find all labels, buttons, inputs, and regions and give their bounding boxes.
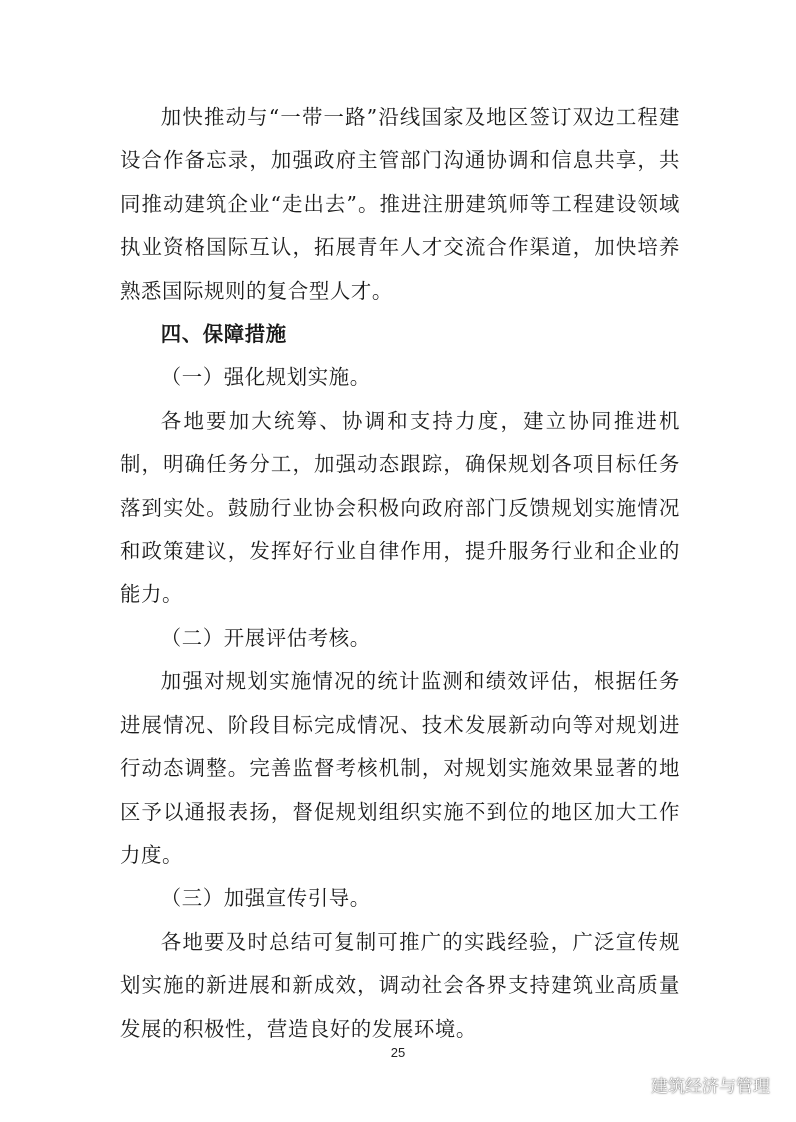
subheading-evaluation: （二）开展评估考核。	[160, 625, 371, 650]
paragraph-belt-road: 加快推动与“一带一路”沿线国家及地区签订双边工程建设合作备忘录，加强政府主管部门沟通协调和信息共享，共同推动建筑企业“走出去”。推进注册建筑师等工程建设领域执业资格国际互认，拓展青年人才交流合作渠道，加快培养熟悉国际规则的复合型人才。	[120, 105, 680, 303]
watermark-text: 建筑经济与管理	[651, 1077, 770, 1097]
subheading-publicity: （三）加强宣传引导。	[160, 886, 371, 911]
page-number: 25	[390, 1045, 406, 1060]
section-heading-safeguards: 四、保障措施	[160, 322, 287, 347]
paragraph-evaluation: 加强对规划实施情况的统计监测和绩效评估，根据任务进展情况、阶段目标完成情况、技术发展新动向等对规划进行动态调整。完善监督考核机制，对规划实施效果显著的地区予以通报表扬，督促规划组织实施不到位的地区加大工作力度。	[120, 669, 680, 867]
paragraph-publicity: 各地要及时总结可复制可推广的实践经验，广泛宣传规划实施的新进展和新成效，调动社会各界支持建筑业高质量发展的积极性，营造良好的发展环境。	[120, 929, 680, 1041]
wechat-icon	[620, 1075, 644, 1095]
document-body	[120, 96, 680, 1051]
subheading-implementation: （一）强化规划实施。	[160, 365, 371, 390]
account-watermark	[620, 1072, 770, 1097]
paragraph-implementation: 各地要加大统筹、协调和支持力度，建立协同推进机制，明确任务分工，加强动态跟踪，确保规划各项目标任务落到实处。鼓励行业协会积极向政府部门反馈规划实施情况和政策建议，发挥好行业自律作用，提升服务行业和企业的能力。	[120, 408, 680, 607]
